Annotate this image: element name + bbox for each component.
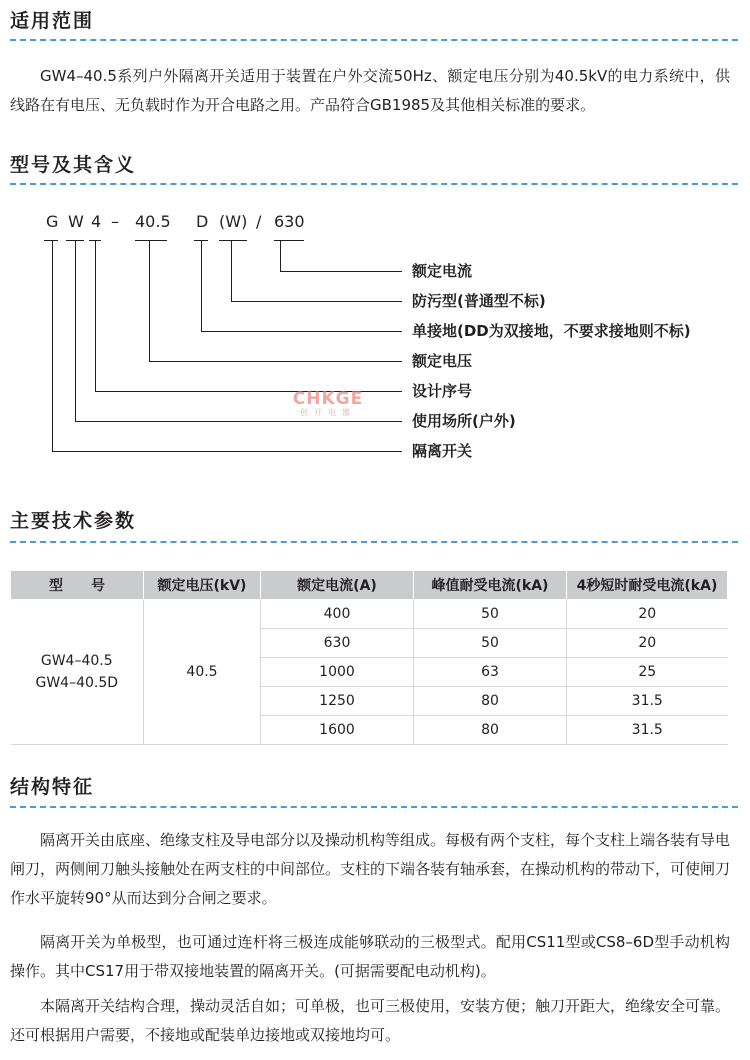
- code-current: 630: [274, 212, 305, 231]
- peak-cell: 80: [414, 716, 567, 745]
- voltage-cell: 40.5: [144, 600, 261, 745]
- leader-v-current: [280, 240, 281, 271]
- code-4: 4: [91, 212, 102, 231]
- leader-v-w-letter: [75, 240, 76, 421]
- header-peak: 峰值耐受电流(kA): [414, 571, 567, 600]
- peak-cell: 50: [414, 600, 567, 629]
- current-cell: 1250: [261, 687, 414, 716]
- table-row: [11, 600, 728, 629]
- header-voltage: 额定电压(kV): [144, 571, 261, 600]
- peak-cell: 50: [414, 629, 567, 658]
- short-cell: 20: [567, 629, 728, 658]
- structure-paragraph-3: 本隔离开关结构合理，操动灵活自如；可单极，也可三极使用，安装方便；触刀开距大，绝缘安全可靠。还可根据用户需要，不接地或配装单边接地或双接地均可。: [10, 997, 731, 1044]
- label-grounding: 单接地(DD为双接地，不要求接地则不标): [412, 322, 691, 340]
- leader-v-voltage: [149, 240, 150, 361]
- code-slash: /: [256, 212, 262, 231]
- short-cell: 31.5: [567, 687, 728, 716]
- leader-h-w: [231, 301, 402, 302]
- params-header-row: [11, 571, 728, 600]
- label-anti-pollution: 防污型(普通型不标): [412, 292, 546, 310]
- structure-paragraph-2: 隔离开关为单极型，也可通过连杆将三极连成能够联动的三极型式。配用CS11型或CS8–6D型手动机构操作。其中CS17用于带双接地装置的隔离开关。(可据需要配电动机构)。: [10, 933, 730, 980]
- leader-h-g: [52, 451, 402, 452]
- model-name: GW4–40.5D: [35, 675, 119, 691]
- params-table: [10, 570, 728, 745]
- leader-h-current: [280, 271, 402, 272]
- peak-cell: 80: [414, 687, 567, 716]
- leader-h-voltage: [149, 361, 402, 362]
- current-cell: 1600: [261, 716, 414, 745]
- leader-h-w-letter: [75, 421, 402, 422]
- short-cell: 25: [567, 658, 728, 687]
- structure-paragraph-1: 隔离开关由底座、绝缘支柱及导电部分以及操动机构等组成。每极有两个支柱，每个支柱上端各装有导电闸刀，两侧闸刀触头接触处在两支柱的中间部位。支柱的下端各装有轴承套，在操动机构的带动下，可使闸刀作水平旋转90°从而达到分合闸之要求。: [10, 831, 731, 907]
- model-title: 型号及其含义: [10, 154, 137, 176]
- short-cell: 31.5: [567, 716, 728, 745]
- peak-cell: 63: [414, 658, 567, 687]
- leader-v-4: [95, 240, 96, 391]
- model-code-diagram: [0, 212, 750, 472]
- watermark-sub: 创开电器: [300, 408, 356, 417]
- leader-v-d: [201, 240, 202, 331]
- structure-title: 结构特征: [10, 776, 95, 798]
- label-design-serial: 设计序号: [412, 382, 473, 400]
- leader-h-d: [201, 331, 402, 332]
- current-cell: 630: [261, 629, 414, 658]
- code-dash: –: [111, 212, 119, 231]
- brand-watermark: [278, 389, 378, 418]
- code-w: W: [68, 212, 84, 231]
- tick-g: [44, 240, 58, 241]
- model-cell: [11, 600, 144, 745]
- label-rated-voltage: 额定电压: [412, 352, 473, 370]
- short-cell: 20: [567, 600, 728, 629]
- scope-text: GW4–40.5系列户外隔离开关适用于装置在户外交流50Hz、额定电压分别为40.5kV的电力系统中，供线路在有电压、无负载时作为开合电路之用。产品符合GB1985及其他相关标准的要求。: [10, 67, 730, 114]
- tick-current: [274, 240, 304, 241]
- tick-voltage: [135, 240, 167, 241]
- params-divider: [10, 541, 738, 543]
- params-title: 主要技术参数: [10, 510, 137, 532]
- header-short: 4秒短时耐受电流(kA): [567, 571, 728, 600]
- header-current: 额定电流(A): [261, 571, 414, 600]
- code-w-paren: (W): [219, 212, 248, 231]
- leader-v-w: [231, 240, 232, 301]
- label-isolating-switch: 隔离开关: [412, 442, 473, 460]
- model-name: GW4–40.5: [40, 653, 113, 669]
- model-divider: [10, 183, 738, 185]
- structure-divider: [10, 806, 738, 808]
- watermark-main: CHKGE: [292, 389, 364, 409]
- leader-v-g: [52, 240, 53, 451]
- scope-divider: [10, 39, 738, 41]
- scope-title: 适用范围: [10, 10, 95, 32]
- label-usage-location: 使用场所(户外): [412, 412, 516, 430]
- header-model: 型 号: [11, 571, 144, 600]
- tick-w-paren: [219, 240, 247, 241]
- code-voltage: 40.5: [135, 212, 171, 231]
- code-d: D: [196, 212, 209, 231]
- current-cell: 400: [261, 600, 414, 629]
- label-rated-current: 额定电流: [412, 262, 473, 280]
- code-g: G: [46, 212, 59, 231]
- current-cell: 1000: [261, 658, 414, 687]
